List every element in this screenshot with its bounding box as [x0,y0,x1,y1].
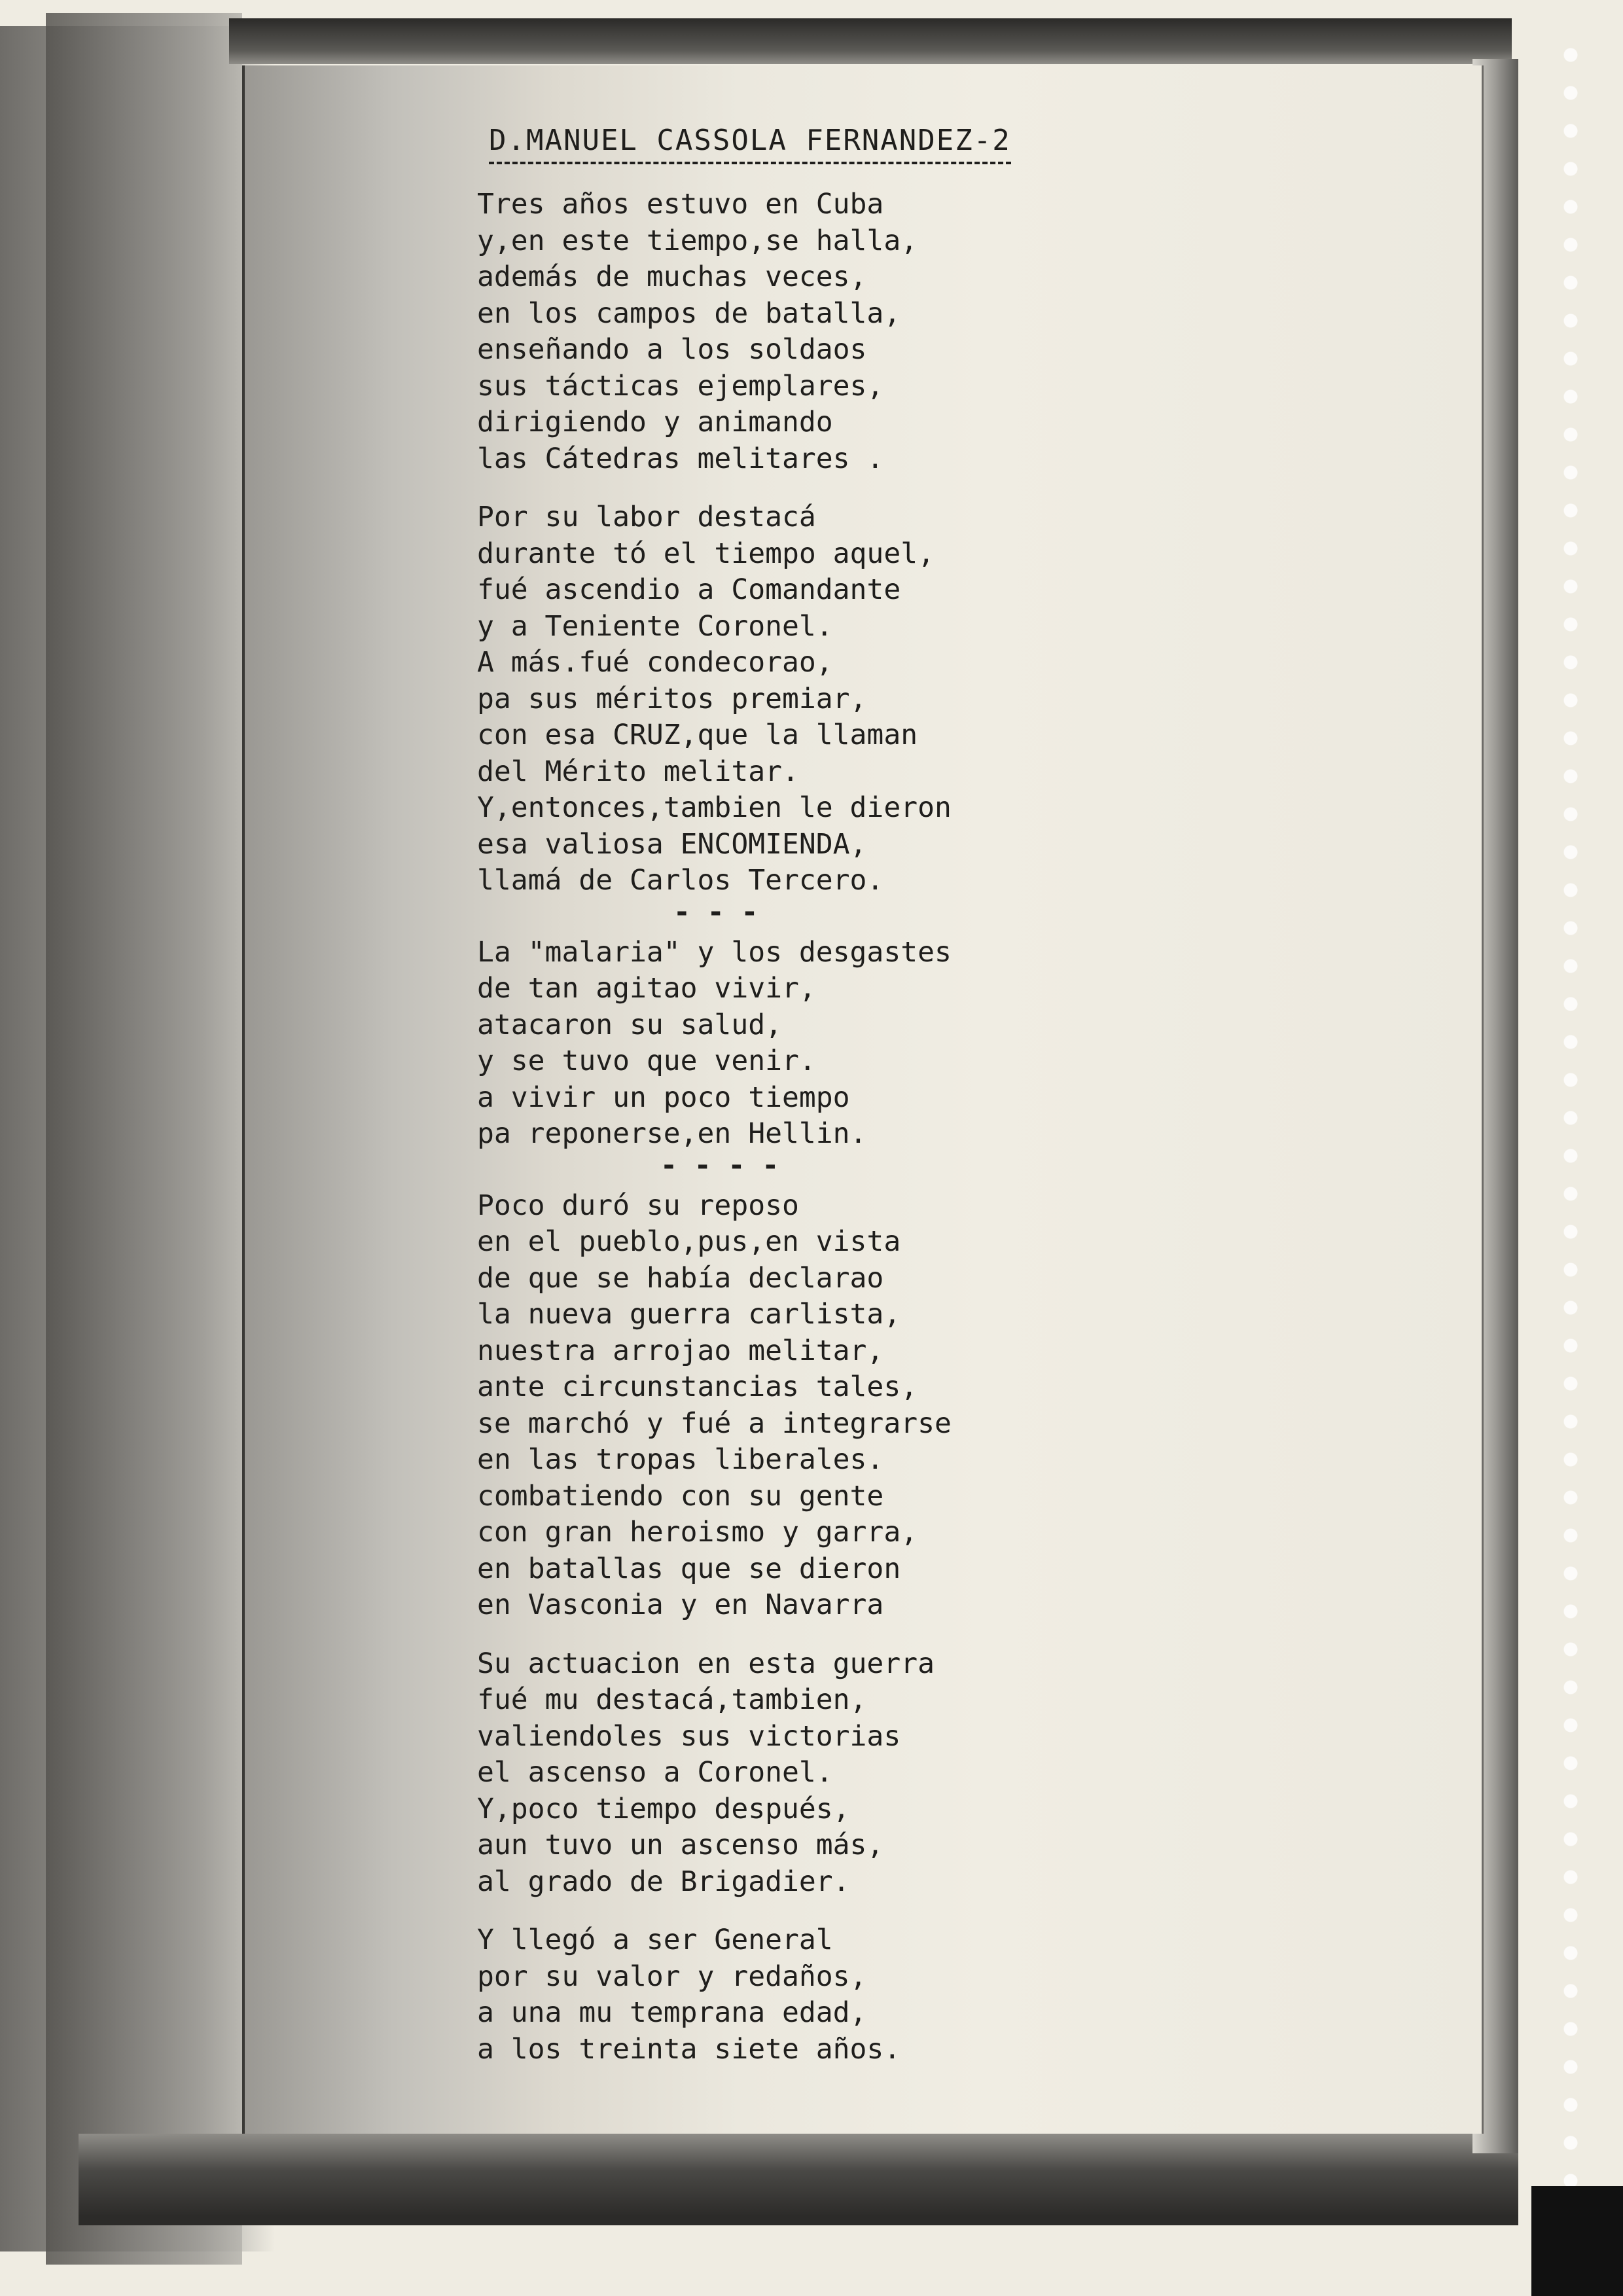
poem-line: Y,poco tiempo después, [477,1792,850,1825]
poem-line: fué ascendio a Comandante [477,573,901,606]
stanza [477,1646,1328,1901]
poem-line: fué mu destacá,tambien, [477,1683,867,1716]
poem-line: Tres años estuvo en Cuba [477,188,884,221]
poem-line: A más.fué condecorao, [477,646,833,679]
typed-page [242,65,1484,2134]
poem-line: dirigiendo y animando [477,406,833,439]
poem-line: nuestra arrojao melitar, [477,1334,884,1367]
poem-line: al grado de Brigadier. [477,1865,850,1898]
poem-line: Por su labor destacá [477,501,816,533]
poem-line: durante tó el tiempo aquel, [477,537,935,570]
poem-line: de tan agitao vivir, [477,972,816,1005]
poem-line: se marchó y fué a integrarse [477,1407,952,1440]
stanza-separator: - - - [673,895,758,929]
poem-line: en Vasconia y en Navarra [477,1588,884,1621]
page-title: D.MANUEL CASSOLA FERNANDEZ-2 [489,121,1011,164]
stanza-separator: - - - - [660,1149,779,1182]
bottom-dark-band [79,2134,1518,2225]
poem-line: del Mérito melitar. [477,755,799,788]
stanza [477,935,1328,1182]
poem-line: la nueva guerra carlista, [477,1298,901,1331]
poem-line: llamá de Carlos Tercero. [477,864,884,897]
poem-line: el ascenso a Coronel. [477,1756,833,1789]
poem-line: de que se había declarao [477,1261,884,1295]
poem-line: y se tuvo que venir. [477,1045,816,1077]
poem-line: atacaron su salud, [477,1008,782,1041]
poem-line: combatiendo con su gente [477,1479,884,1513]
poem-line: además de muchas veces, [477,260,867,293]
poem-line: y a Teniente Coronel. [477,609,833,643]
poem-line: valiendoles sus victorias [477,1719,901,1753]
poem-line: con esa CRUZ,que la llaman [477,719,918,751]
poem-line: Poco duró su reposo [477,1189,799,1222]
poem-line: aun tuvo un ascenso más, [477,1829,884,1861]
poem-line: las Cátedras melitares . [477,442,884,475]
poem-line: La "malaria" y los desgastes [477,935,952,969]
poem-line: en las tropas liberales. [477,1443,884,1476]
binder-spine [46,13,242,2265]
poem-line: enseñando a los soldaos [477,333,867,366]
poem-line: sus tácticas ejemplares, [477,369,884,403]
poem-line: Su actuacion en esta guerra [477,1647,935,1680]
stanza [477,499,1328,929]
poem-line: Y,entonces,tambien le dieron [477,791,952,824]
corner-shadow [1531,2186,1623,2296]
stanza [477,187,1328,477]
poem-line: esa valiosa ENCOMIENDA, [477,827,867,861]
stanza [477,1188,1328,1624]
poem-text [477,121,1328,2068]
poem-line: pa reponerse,en Hellin. [477,1117,867,1150]
poem-line: en los campos de batalla, [477,296,901,330]
poem-line: con gran heroismo y garra, [477,1516,918,1549]
poem-line: Y llegó a ser General [477,1924,833,1956]
poem-line: pa sus méritos premiar, [477,682,867,715]
perforation-holes [1544,39,1597,2278]
poem-line: ante circunstancias tales, [477,1371,918,1403]
stanza [477,1922,1328,2068]
poem-line: a una mu temprana edad, [477,1996,867,2029]
poem-line: a vivir un poco tiempo [477,1081,850,1114]
top-dark-band [229,18,1512,64]
poem-line: por su valor y redaños, [477,1960,867,1993]
poem-line: en el pueblo,pus,en vista [477,1225,901,1258]
poem-line: en batallas que se dieron [477,1552,901,1585]
poem-line: a los treinta siete años. [477,2032,901,2066]
poem-line: y,en este tiempo,se halla, [477,224,918,257]
